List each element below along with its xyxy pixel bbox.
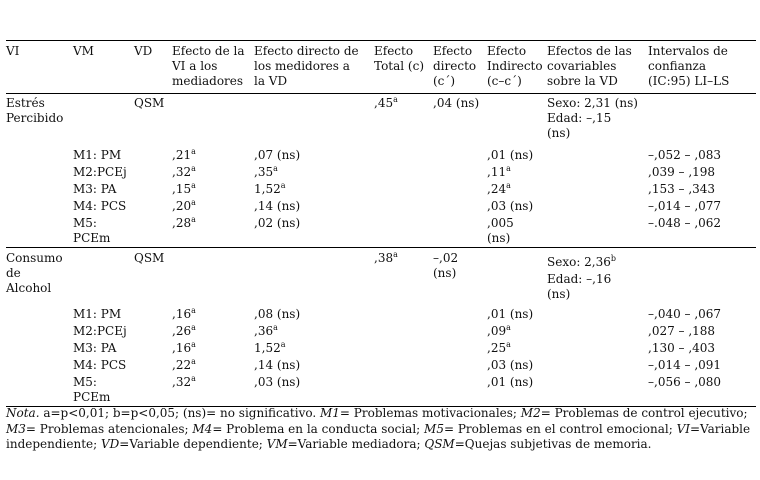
note-vm-text: =Variable mediadora; bbox=[287, 437, 425, 451]
g2-row3-ind: ,25$^a$ bbox=[487, 340, 511, 355]
g2-row5-b: ,03 (ns) bbox=[254, 375, 301, 389]
g1-row2-a: ,32$^a$ bbox=[172, 164, 196, 179]
header-rule bbox=[6, 93, 756, 94]
g1-row5-ind: ,005 (ns) bbox=[487, 216, 514, 245]
header-efectos-covariables: Efectos de las covariables sobre la VD bbox=[547, 44, 632, 88]
g1-row5-vm: M5: PCEm bbox=[73, 216, 111, 245]
g1-row1-a: ,21$^a$ bbox=[172, 147, 196, 162]
note-m3-label: M3 bbox=[6, 421, 26, 436]
g1-row3-vm: M3: PA bbox=[73, 182, 117, 196]
note-m4-text: = Problema en la conducta social; bbox=[212, 421, 425, 436]
header-efecto-directo: Efecto directo (c´) bbox=[433, 44, 477, 88]
g1-row5-b: ,02 (ns) bbox=[254, 216, 301, 230]
g2-row2-a: ,26$^a$ bbox=[172, 323, 196, 338]
note-vd-label: VD bbox=[101, 437, 120, 451]
g1-row1-vm: M1: PM bbox=[73, 148, 122, 162]
header-vd: VD bbox=[134, 44, 153, 58]
note-m5-text: = Problemas en el control emocional; bbox=[443, 421, 677, 436]
group2-directo: –,02 (ns) bbox=[433, 251, 459, 280]
note-m1-text: = Problemas motivacionales; bbox=[339, 406, 521, 420]
header-efecto-total: Efecto Total (c) bbox=[374, 44, 425, 73]
g2-row1-vm: M1: PM bbox=[73, 307, 122, 321]
group2-vd: QSM bbox=[134, 251, 165, 265]
g1-row3-b: 1,52$^a$ bbox=[254, 181, 286, 196]
g1-row1-ind: ,01 (ns) bbox=[487, 148, 534, 162]
g1-row2-vm: M2:PCEj bbox=[73, 165, 127, 179]
note-label: Nota. bbox=[6, 406, 40, 420]
note-m2-label: M2 bbox=[520, 406, 541, 420]
note-vi-label: VI bbox=[676, 421, 690, 436]
g2-row5-a: ,32$^a$ bbox=[172, 374, 196, 389]
group1-covariables: Sexo: 2,31 (ns) Edad: –,15 (ns) bbox=[547, 96, 638, 140]
note-m2-text: = Problemas de control ejecutivo; bbox=[540, 406, 748, 420]
g1-row4-b: ,14 (ns) bbox=[254, 199, 301, 213]
top-rule bbox=[6, 40, 756, 41]
g2-row3-ci: ,130 – ,403 bbox=[648, 341, 716, 355]
g2-row1-ci: –,040 – ,067 bbox=[648, 307, 722, 321]
g1-row5-a: ,28$^a$ bbox=[172, 215, 196, 230]
g2-row4-b: ,14 (ns) bbox=[254, 358, 301, 372]
g1-row3-ind: ,24$^a$ bbox=[487, 181, 511, 196]
g2-row5-ci: –,056 – ,080 bbox=[648, 375, 722, 389]
table-note bbox=[6, 406, 756, 453]
g1-row4-a: ,20$^a$ bbox=[172, 198, 196, 213]
group2-sexo: Sexo: 2,36$^b$ bbox=[547, 254, 617, 269]
g1-row2-ind: ,11$^a$ bbox=[487, 164, 511, 179]
note-qsm-text: =Quejas subjetivas de memoria. bbox=[454, 437, 652, 451]
g2-row3-vm: M3: PA bbox=[73, 341, 117, 355]
g1-row5-ci: –.048 – ,062 bbox=[648, 216, 722, 230]
group1-directo: ,04 (ns) bbox=[433, 96, 480, 110]
g1-row2-ci: ,039 – ,198 bbox=[648, 165, 716, 179]
note-vi-text: =Variable independiente; bbox=[6, 421, 751, 451]
g2-row5-vm: M5: PCEm bbox=[73, 375, 111, 404]
header-vi: VI bbox=[6, 44, 20, 58]
group1-vi: Estrés Percibido bbox=[6, 96, 64, 125]
note-vm-label: VM bbox=[266, 437, 288, 451]
header-vm: VM bbox=[73, 44, 94, 58]
note-m4-label: M4 bbox=[192, 421, 213, 436]
g2-row1-b: ,08 (ns) bbox=[254, 307, 301, 321]
g2-row3-a: ,16$^a$ bbox=[172, 340, 196, 355]
g2-row1-a: ,16$^a$ bbox=[172, 306, 196, 321]
note-m5-label: M5 bbox=[424, 421, 444, 436]
header-efecto-indirecto: Efecto Indirecto (c–c´) bbox=[487, 44, 543, 88]
group2-vi: Consumo de Alcohol bbox=[6, 251, 63, 295]
header-efecto-vi-mediadores: Efecto de la VI a los mediadores bbox=[172, 44, 245, 88]
g1-row4-ind: ,03 (ns) bbox=[487, 199, 534, 213]
note-m1-label: M1 bbox=[320, 406, 340, 420]
group2-total: ,38$^a$ bbox=[374, 250, 398, 265]
g2-row2-vm: M2:PCEj bbox=[73, 324, 127, 338]
g2-row1-ind: ,01 (ns) bbox=[487, 307, 534, 321]
g1-row3-ci: ,153 – ,343 bbox=[648, 182, 716, 196]
g1-row4-vm: M4: PCS bbox=[73, 199, 127, 213]
g2-row4-ci: –,014 – ,091 bbox=[648, 358, 722, 372]
note-vd-text: =Variable dependiente; bbox=[119, 437, 267, 451]
g1-row4-ci: –,014 – ,077 bbox=[648, 199, 722, 213]
g2-row4-a: ,22$^a$ bbox=[172, 357, 196, 372]
group2-covariables: Edad: –,16 (ns) bbox=[547, 272, 612, 301]
group1-vd: QSM bbox=[134, 96, 165, 110]
g1-row1-ci: –,052 – ,083 bbox=[648, 148, 722, 162]
g2-row4-ind: ,03 (ns) bbox=[487, 358, 534, 372]
note-qsm-label: QSM bbox=[424, 437, 455, 451]
g2-row2-ind: ,09$^a$ bbox=[487, 323, 511, 338]
g1-row3-a: ,15$^a$ bbox=[172, 181, 196, 196]
g1-row2-b: ,35$^a$ bbox=[254, 164, 278, 179]
g2-row3-b: 1,52$^a$ bbox=[254, 340, 286, 355]
note-m3-text: = Problemas atencionales; bbox=[25, 421, 193, 436]
g1-row1-b: ,07 (ns) bbox=[254, 148, 301, 162]
header-intervalos: Intervalos de confianza (IC:95) LI–LS bbox=[648, 44, 730, 88]
g2-row4-vm: M4: PCS bbox=[73, 358, 127, 372]
header-efecto-directo-mediadores: Efecto directo de los medidores a la VD bbox=[254, 44, 359, 88]
group1-total: ,45$^a$ bbox=[374, 95, 398, 110]
note-significance: a=p<0,01; b=p<0,05; (ns)= no significativo. bbox=[39, 406, 320, 420]
g2-row2-b: ,36$^a$ bbox=[254, 323, 278, 338]
g2-row5-ind: ,01 (ns) bbox=[487, 375, 534, 389]
group-separator-rule bbox=[6, 247, 756, 248]
g2-row2-ci: ,027 – ,188 bbox=[648, 324, 716, 338]
